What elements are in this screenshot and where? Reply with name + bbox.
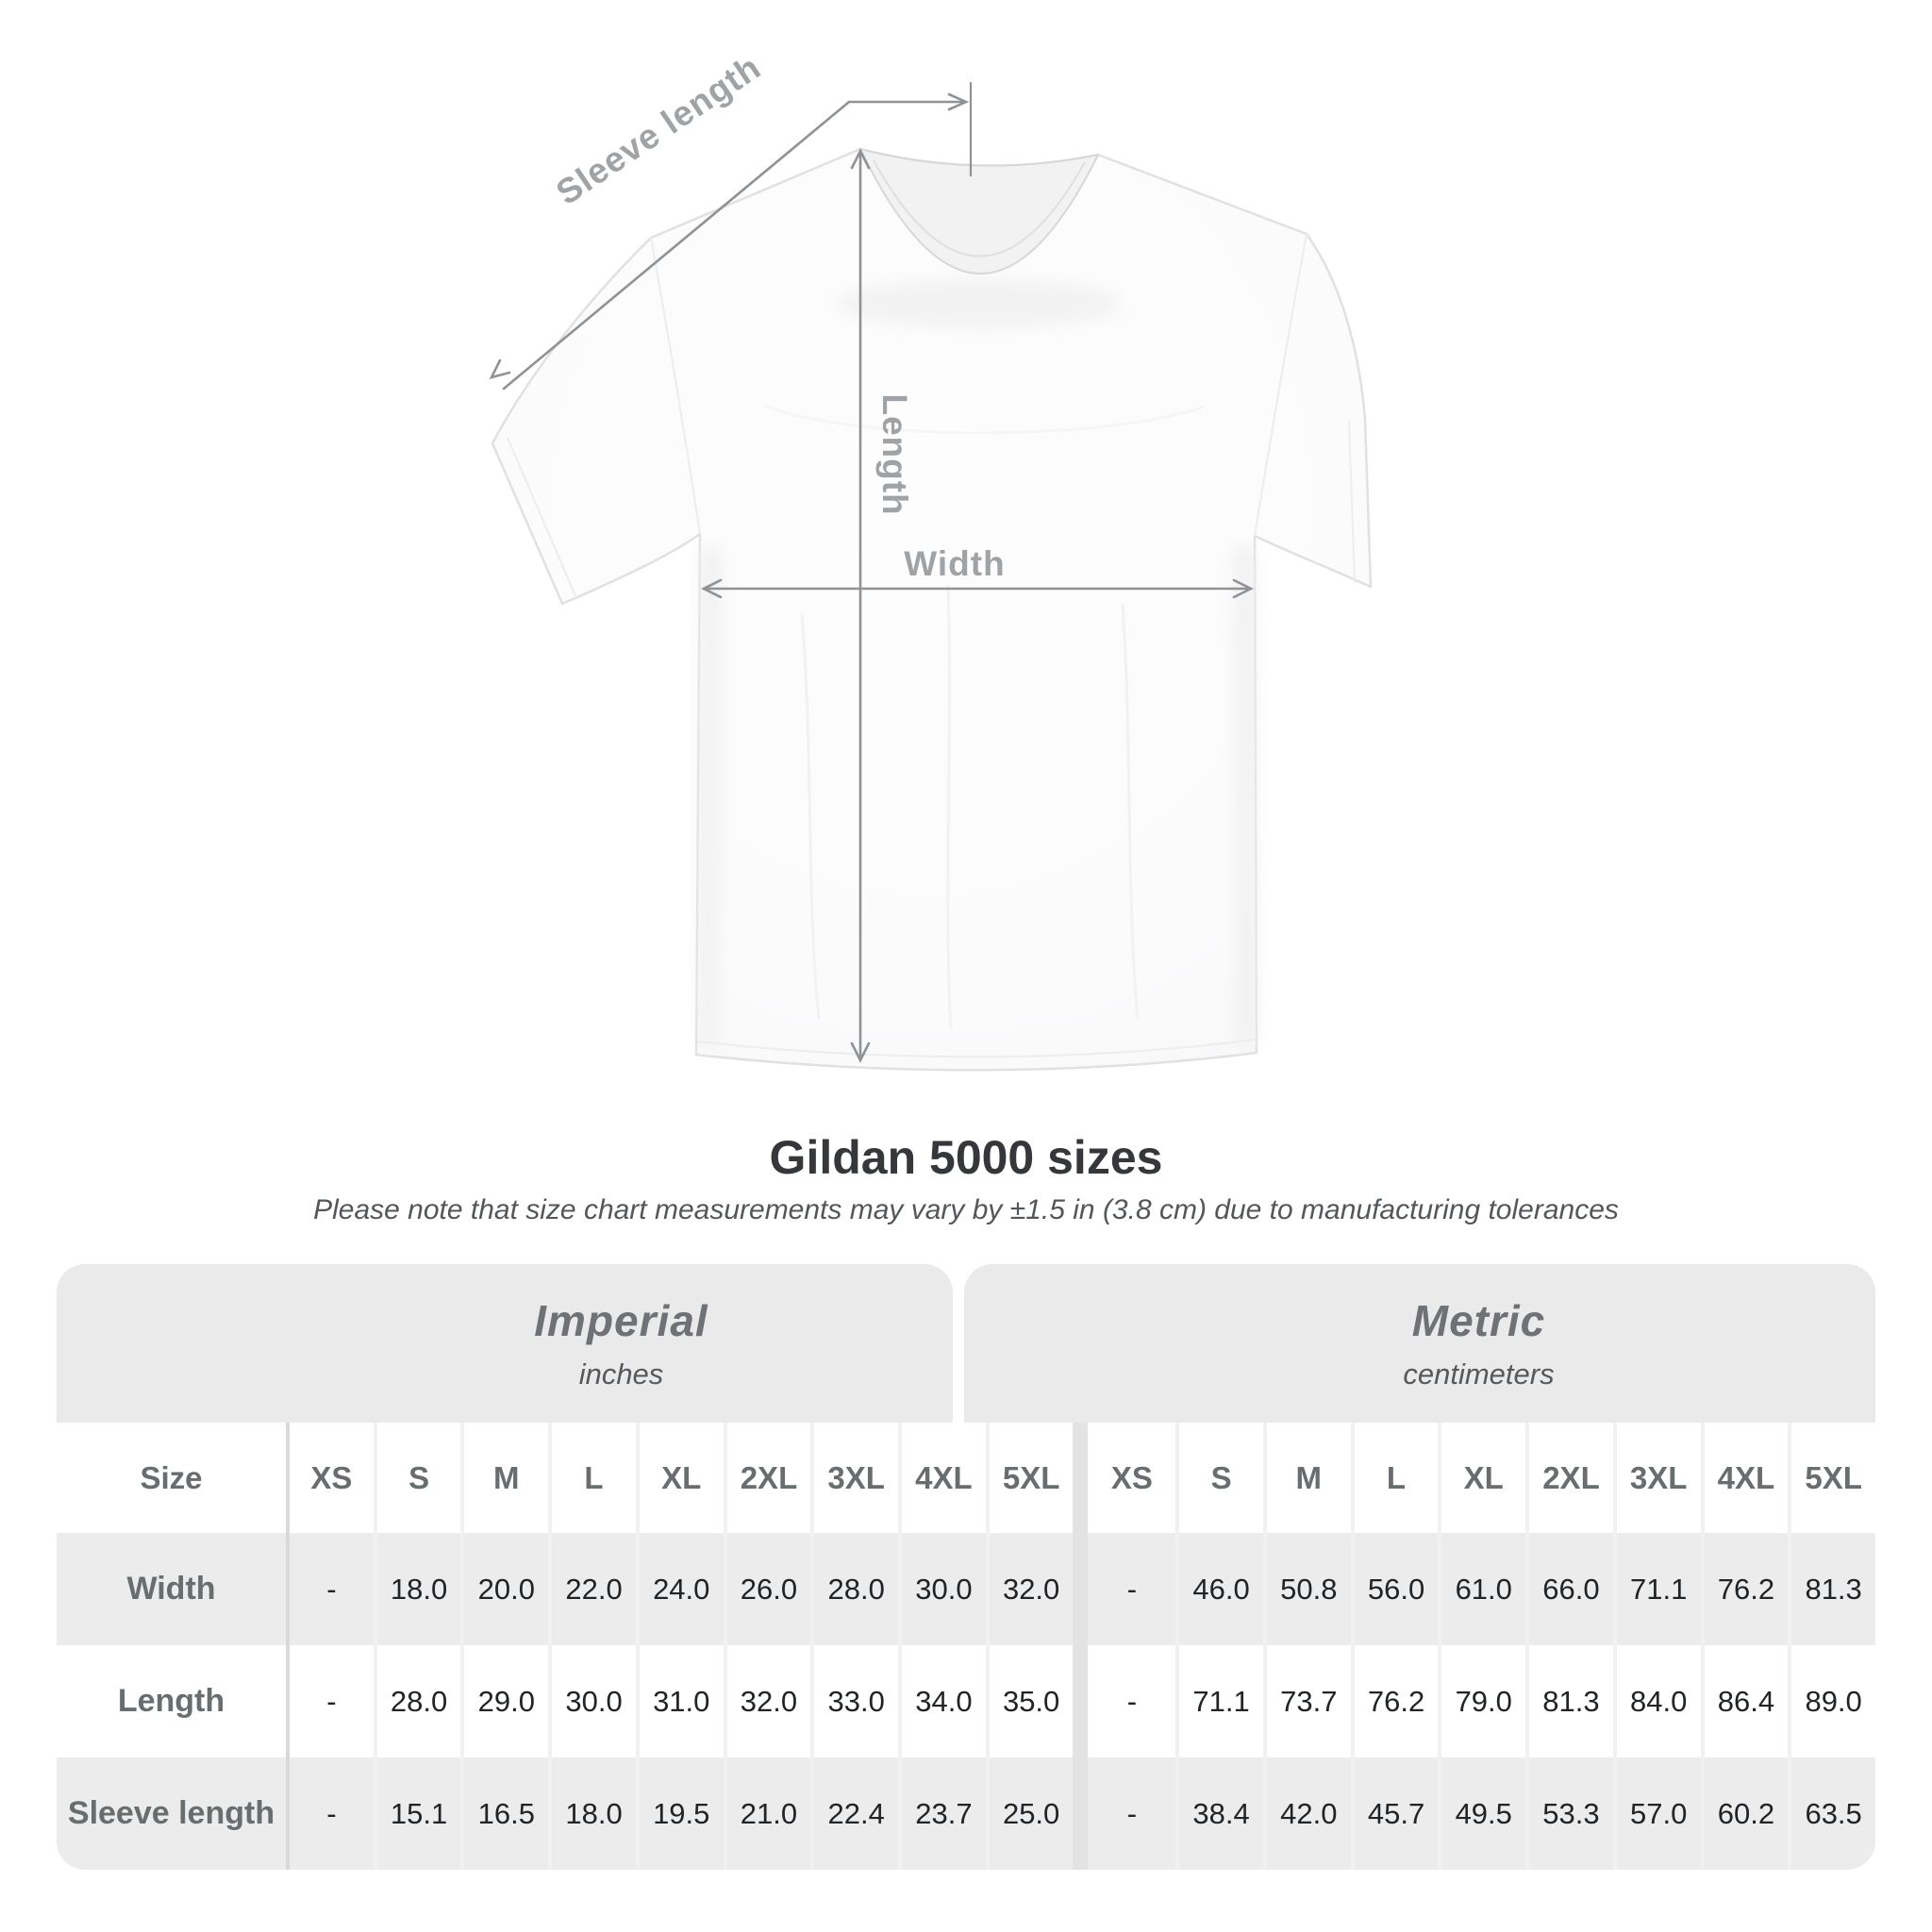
value-cell: 32.0 [986, 1533, 1074, 1645]
size-header: 4XL [1701, 1423, 1789, 1533]
value-cell: 73.7 [1263, 1645, 1351, 1757]
value-cell: 31.0 [636, 1645, 724, 1757]
value-cell: 32.0 [724, 1645, 811, 1757]
value-cell: 34.0 [898, 1645, 986, 1757]
value-cell: 28.0 [374, 1645, 461, 1757]
size-header: S [1175, 1423, 1263, 1533]
imperial-band-label [290, 1264, 953, 1423]
size-header: 3XL [1613, 1423, 1701, 1533]
size-col-header: Size [57, 1423, 286, 1533]
value-cell: 61.0 [1438, 1533, 1525, 1645]
metric-title: Metric [1411, 1296, 1546, 1345]
value-cell: 45.7 [1351, 1757, 1439, 1870]
value-cell: 20.0 [460, 1533, 548, 1645]
value-cell: 79.0 [1438, 1645, 1525, 1757]
sleeve-length-label: Sleeve length [549, 47, 768, 212]
group-divider-cell [1073, 1423, 1088, 1533]
size-header: 5XL [986, 1423, 1074, 1533]
size-header: 4XL [898, 1423, 986, 1533]
value-cell: 24.0 [636, 1533, 724, 1645]
size-header: 3XL [810, 1423, 898, 1533]
metric-band-label [1082, 1264, 1875, 1423]
size-header: M [1263, 1423, 1351, 1533]
value-cell: 29.0 [460, 1645, 548, 1757]
size-header: XS [286, 1423, 374, 1533]
value-cell: 25.0 [986, 1757, 1074, 1870]
row-label: Width [57, 1533, 286, 1645]
value-cell: 26.0 [724, 1533, 811, 1645]
value-cell: 56.0 [1351, 1533, 1439, 1645]
width-label: Width [904, 544, 1006, 583]
value-cell: 86.4 [1701, 1645, 1789, 1757]
unit-group-header [57, 1264, 1875, 1423]
value-cell: 19.5 [636, 1757, 724, 1870]
value-cell: 18.0 [548, 1757, 636, 1870]
value-cell: 42.0 [1263, 1757, 1351, 1870]
value-cell: 30.0 [548, 1645, 636, 1757]
size-header: 2XL [724, 1423, 811, 1533]
size-header: L [548, 1423, 636, 1533]
value-cell: 60.2 [1701, 1757, 1789, 1870]
value-cell: 18.0 [374, 1533, 461, 1645]
size-header: M [460, 1423, 548, 1533]
value-cell: 53.3 [1525, 1757, 1613, 1870]
value-cell: 84.0 [1613, 1645, 1701, 1757]
value-cell: - [1088, 1533, 1175, 1645]
size-grid [57, 1423, 1875, 1870]
value-cell: - [286, 1757, 374, 1870]
value-cell: 30.0 [898, 1533, 986, 1645]
size-header: L [1351, 1423, 1439, 1533]
size-header: 5XL [1788, 1423, 1875, 1533]
value-cell: 28.0 [810, 1533, 898, 1645]
value-cell: - [286, 1533, 374, 1645]
group-divider-cell [1073, 1533, 1088, 1645]
value-cell: - [1088, 1645, 1175, 1757]
size-header: 2XL [1525, 1423, 1613, 1533]
value-cell: 49.5 [1438, 1757, 1525, 1870]
value-cell: 81.3 [1788, 1533, 1875, 1645]
value-cell: 16.5 [460, 1757, 548, 1870]
value-cell: 46.0 [1175, 1533, 1263, 1645]
size-header: XL [636, 1423, 724, 1533]
value-cell: 38.4 [1175, 1757, 1263, 1870]
value-cell: 23.7 [898, 1757, 986, 1870]
page-title: Gildan 5000 sizes [769, 1131, 1163, 1184]
length-label: Length [875, 393, 914, 516]
value-cell: 89.0 [1788, 1645, 1875, 1757]
size-header: XS [1088, 1423, 1175, 1533]
value-cell: 33.0 [810, 1645, 898, 1757]
value-cell: 22.4 [810, 1757, 898, 1870]
imperial-unit: inches [578, 1357, 664, 1391]
value-cell: 63.5 [1788, 1757, 1875, 1870]
value-cell: 66.0 [1525, 1533, 1613, 1645]
size-header: XL [1438, 1423, 1525, 1533]
row-label: Sleeve length [57, 1757, 286, 1870]
value-cell: 15.1 [374, 1757, 461, 1870]
value-cell: 50.8 [1263, 1533, 1351, 1645]
imperial-title: Imperial [534, 1296, 708, 1345]
size-table [57, 1264, 1875, 1870]
value-cell: 71.1 [1613, 1533, 1701, 1645]
value-cell: 81.3 [1525, 1645, 1613, 1757]
value-cell: 71.1 [1175, 1645, 1263, 1757]
tolerance-note: Please note that size chart measurements may vary by ±1.5 in (3.8 cm) due to manufacturing tolerances [313, 1194, 1619, 1225]
value-cell: 57.0 [1613, 1757, 1701, 1870]
group-divider-cell [1073, 1645, 1088, 1757]
value-cell: 76.2 [1701, 1533, 1789, 1645]
value-cell: 21.0 [724, 1757, 811, 1870]
value-cell: 22.0 [548, 1533, 636, 1645]
metric-unit: centimeters [1403, 1357, 1555, 1391]
row-label: Length [57, 1645, 286, 1757]
value-cell: - [286, 1645, 374, 1757]
value-cell: 76.2 [1351, 1645, 1439, 1757]
size-header: S [374, 1423, 461, 1533]
group-divider-cell [1073, 1757, 1088, 1870]
value-cell: 35.0 [986, 1645, 1074, 1757]
value-cell: - [1088, 1757, 1175, 1870]
